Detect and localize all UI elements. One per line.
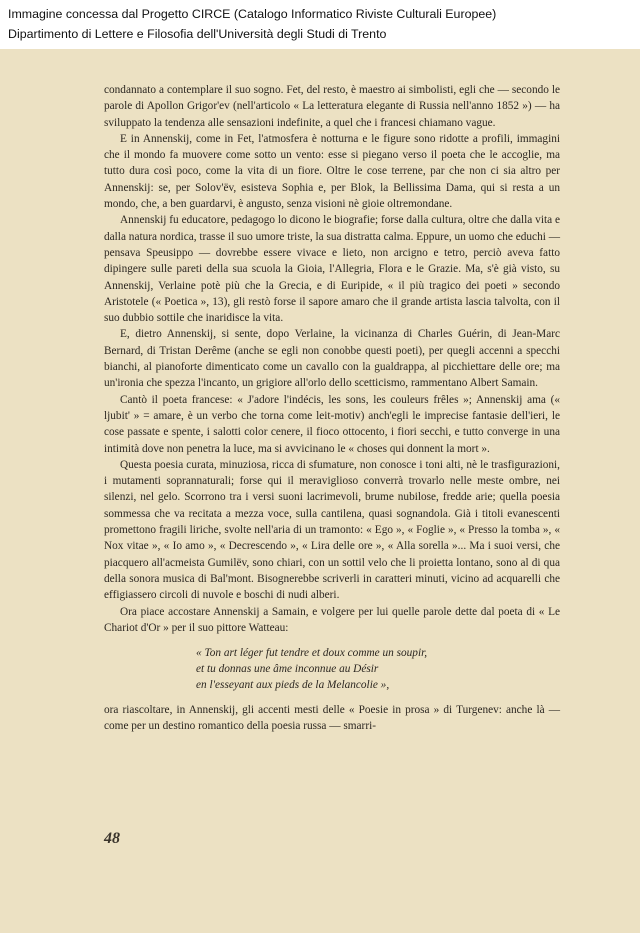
paragraph-closing: ora riascoltare, in Annenskij, gli accenti mesti delle « Poesie in prosa » di Turgenev: anche là — come per un destino romantico della poesia russa — smarri- (104, 704, 560, 733)
attribution-line-1: Immagine concessa dal Progetto CIRCE (Catalogo Informatico Riviste Culturali Europee) (8, 7, 497, 21)
paragraph-4: E, dietro Annenskij, si sente, dopo Verlaine, la vicinanza di Charles Guérin, di Jean-Marc Bernard, di Tristan Derême (anche se egli non conobbe questi poeti), per quegli accenni a specchi bianchi, al pianoforte dimenticato come un cavallo con la gualdrappa, al picchiettare delle ore; ma un'ironia che spezza l'incanto, un grigiore all'orlo dello scetticismo, rammentano Albert Samain. (104, 328, 560, 390)
attribution-banner (0, 0, 640, 49)
paragraph-3: Annenskij fu educatore, pedagogo lo dicono le biografie; forse dalla cultura, oltre che dalla vita e dalla natura nordica, trasse il suo umore triste, la sua distratta calma. Eppure, un uomo che educhi — pensava Speusippo — dovrebbe essere vivace e lieto, non arcigno e tetro, perciò aveva fatto dipingere sulle pareti della sua scuola la Gioia, l'Allegria, Flora e le Grazie. Ma, s'è già visto, su Annenskij, Verlaine potè più che la Grecia, e di Euripide, « il più tragico dei poeti » secondo Aristotele (« Poetica », 13), gli restò forse il sapore amaro che il grande artista lascia talvolta, con il suo dubbio sottile che inaridisce la vita. (104, 214, 560, 325)
page-number: 48 (104, 830, 120, 847)
page-body (104, 82, 560, 735)
verse-quote (196, 645, 560, 693)
paragraph-7: Ora piace accostare Annenskij a Samain, e volgere per lui quelle parole dette dal poeta di « Le Chariot d'Or » per il suo pittore Watteau: (104, 605, 560, 634)
verse-line-3: en l'esseyant aux pieds de la Melancolie », (196, 679, 390, 692)
paragraph-2: E in Annenskij, come in Fet, l'atmosfera è notturna e le figure sono ridotte a profili, immagini che il mondo fa muovere come sotto un vento: esse si piegano verso il poeta che le accoglie, ma tutto dura così poco, come la vita di un fiore. Oltre le cose terrene, par che non ci sia altro per Annenskij: se, per Solov'ëv, esisteva Sophia e, per Blok, la Bellissima Dama, qui si resta a un mondo, che, a ben guardarvi, è angusto, senza visioni nè gioie oltremondane. (104, 132, 560, 211)
attribution-line-2: Dipartimento di Lettere e Filosofia dell'Università degli Studi di Trento (8, 27, 387, 41)
verse-line-2: et tu donnas une âme inconnue au Désir (196, 663, 379, 676)
paragraph-5: Cantò il poeta francese: « J'adore l'indécis, les sons, les couleurs frêles »; Annenskij ama (« ljubit' » = amare, è un verbo che torna come leit-motiv) anch'egli le imprecise fantasie dell'ieri, le cose passate e spente, i salotti color cenere, il fioco ottocento, i fiori secchi, e tutto converge in una intimità dove non penetra la luce, ma si avvicinano le « choses qui donnent la mort ». (104, 393, 560, 455)
verse-line-1: « Ton art léger fut tendre et doux comme un soupir, (196, 647, 428, 660)
paragraph-1: condannato a contemplare il suo sogno. Fet, del resto, è maestro ai simbolisti, egli che — secondo le parole di Apollon Grigor'ev (nell'articolo « La letteratura elegante di Russia nell'anno 1852 ») — ha sviluppato la tendenza alle sensazioni indefinite, a quel che i francesi chiamano vague. (104, 84, 560, 129)
paragraph-6: Questa poesia curata, minuziosa, ricca di sfumature, non conosce i toni alti, nè le trasfigurazioni, i mutamenti soprannaturali; forse qui il meraviglioso converrà trovarlo nelle meste ombre, nei silenzi, nel gelo. Scorrono tra i versi suoni lacrimevoli, brume nubilose, fredde arie; quella poesia sommessa che va recitata a mezza voce, sulla cantilena, quasi sognandola. Già i titoli evanescenti promettono fragili liriche, svolte nell'aria di un tramonto: « Ego », « Foglie », « Presso la tomba », « Nox vitae », « Io amo », « Decrescendo », « Lira delle ore », « Alla sorella »... Ma i suoi versi, che piacquero all'acmeista Gumilëv, sono chiari, con un sottil velo che li proietta lontano, sono al di qua della sonora musica di Bal'mont. Bisognerebbe scriverli in caratteri minuti, vicino ad acquarelli che effigiassero circoli di nuvole e boschi di nudi alberi. (104, 458, 560, 602)
